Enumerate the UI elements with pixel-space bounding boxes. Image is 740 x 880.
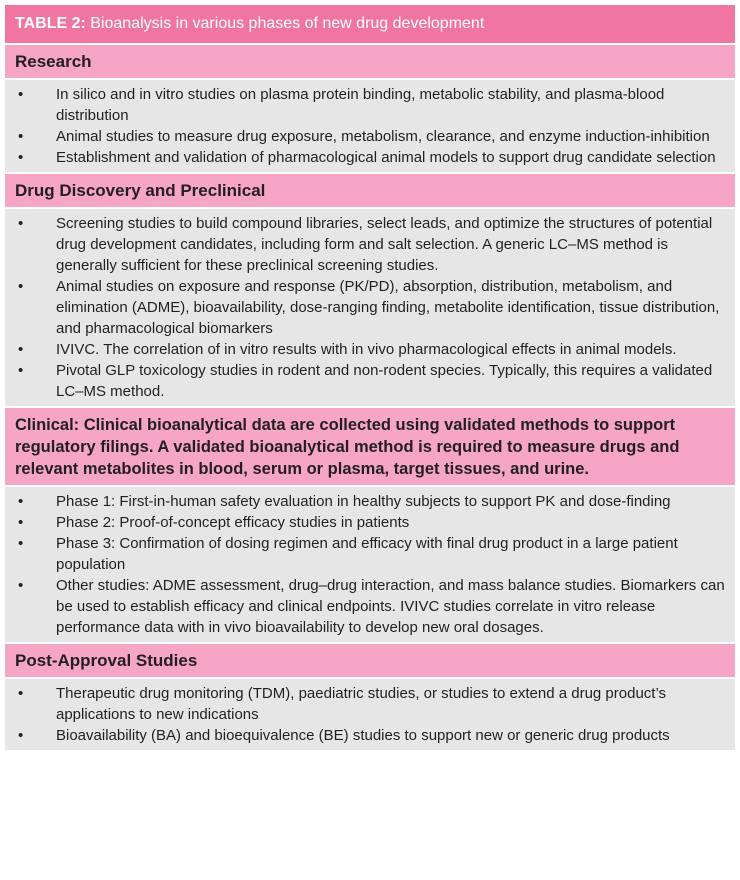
list-item: • Phase 2: Proof-of-concept efficacy studies in patients xyxy=(18,514,410,531)
bullet-icon: • xyxy=(18,727,24,744)
list-item: • Establishment and validation of pharmacological animal models to support drug candidate selection xyxy=(18,149,716,166)
bullet-icon: • xyxy=(18,577,24,594)
bullet-icon: • xyxy=(18,535,24,552)
list-item: • Phase 1: First-in-human safety evaluation in healthy subjects to support PK and dose-finding xyxy=(18,493,671,510)
table-title xyxy=(5,5,735,45)
list-item: • Phase 3: Confirmation of dosing regimen and efficacy with final drug product in a large patient population xyxy=(18,535,678,573)
section-header-post-approval: Post-Approval Studies xyxy=(5,644,735,679)
list-item: • Pivotal GLP toxicology studies in rodent and non-rodent species. Typically, this requires a validated LC–MS method. xyxy=(18,362,713,400)
list-item: • Other studies: ADME assessment, drug–drug interaction, and mass balance studies. Biomarkers can be used to establish efficacy and clinical endpoints. IVIVC studies correlate in vitro release performance data with in vivo bioavailability to develop new oral dosages. xyxy=(18,577,725,636)
bullet-icon: • xyxy=(18,362,24,379)
table-caption: Bioanalysis in various phases of new drug development xyxy=(85,15,485,32)
section-header-discovery-preclinical: Drug Discovery and Preclinical xyxy=(5,174,735,209)
table-number: TABLE 2: xyxy=(15,15,86,32)
list-item: • Animal studies on exposure and response (PK/PD), absorption, distribution, metabolism, and elimination (ADME), bioavailability, dose-ranging finding, metabolite identification, tissue distribution, and pharmacological biomarkers xyxy=(18,278,720,337)
drug-development-table xyxy=(5,5,735,752)
bullet-icon: • xyxy=(18,278,24,295)
bullet-icon: • xyxy=(18,685,24,702)
bullet-icon: • xyxy=(18,215,24,232)
list-item: • Therapeutic drug monitoring (TDM), paediatric studies, or studies to extend a drug product’s applications to new indications xyxy=(18,685,667,723)
bullet-icon: • xyxy=(18,493,24,510)
list-item: • Screening studies to build compound libraries, select leads, and optimize the structures of potential drug development candidates, including form and salt selection. A generic LC–MS method is generally sufficient for these preclinical screening studies. xyxy=(18,215,713,274)
section-body-post-approval xyxy=(5,679,735,752)
section-header-research: Research xyxy=(5,45,735,80)
list-item: • Bioavailability (BA) and bioequivalence (BE) studies to support new or generic drug products xyxy=(18,727,670,744)
bullet-icon: • xyxy=(18,86,24,103)
bullet-icon: • xyxy=(18,341,24,358)
section-header-clinical: Clinical: Clinical bioanalytical data are collected using validated methods to support regulatory filings. A validated bioanalytical method is required to measure drugs and relevant metabolites in blood, serum or plasma, target tissues, and urine. xyxy=(5,408,735,487)
bullet-icon: • xyxy=(18,514,24,531)
list-item: • Animal studies to measure drug exposure, metabolism, clearance, and enzyme induction-inhibition xyxy=(18,128,710,145)
section-body-research xyxy=(5,80,735,174)
section-body-discovery-preclinical xyxy=(5,209,735,408)
list-item: • In silico and in vitro studies on plasma protein binding, metabolic stability, and plasma-blood distribution xyxy=(18,86,665,124)
bullet-icon: • xyxy=(18,128,24,145)
list-item: • IVIVC. The correlation of in vitro results with in vivo pharmacological effects in animal models. xyxy=(18,341,677,358)
section-body-clinical xyxy=(5,487,735,644)
bullet-icon: • xyxy=(18,149,24,166)
